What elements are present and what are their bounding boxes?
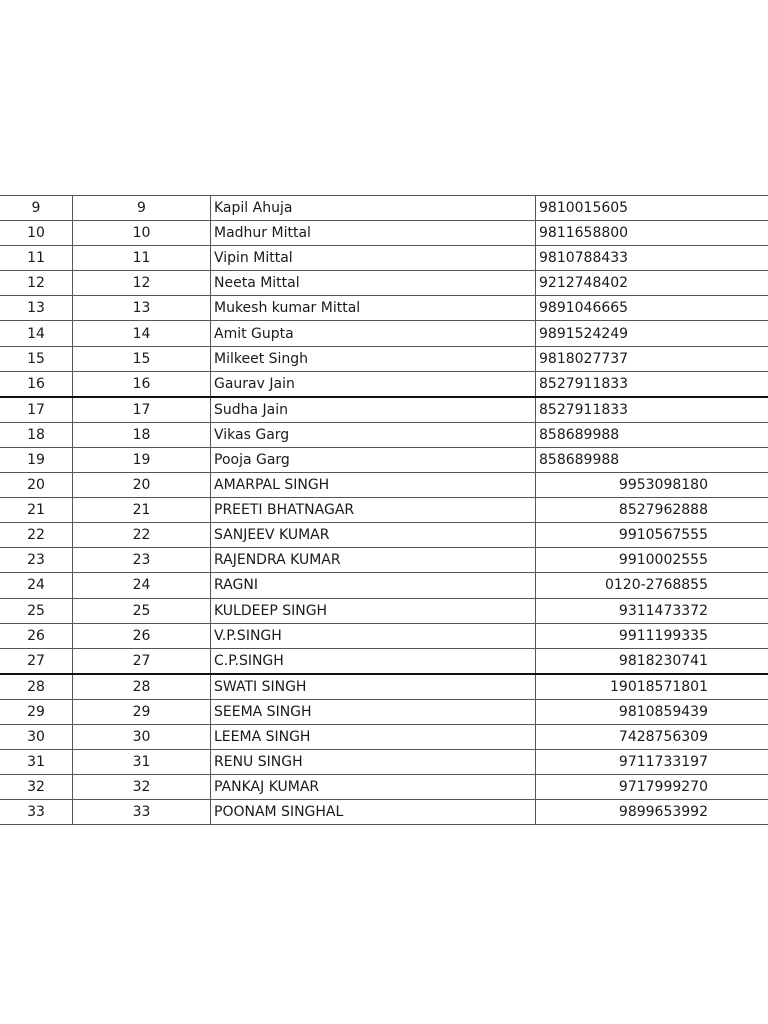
id-number-cell: 13 xyxy=(73,296,211,321)
serial-number-cell: 32 xyxy=(0,775,73,800)
serial-number-cell: 27 xyxy=(0,648,73,674)
phone-cell: 9899653992 xyxy=(536,800,768,825)
table-row xyxy=(0,271,768,296)
table-row xyxy=(0,623,768,648)
phone-cell: 858689988 xyxy=(536,422,768,447)
table-row xyxy=(0,422,768,447)
serial-number-cell: 23 xyxy=(0,548,73,573)
serial-number-cell: 28 xyxy=(0,674,73,700)
name-cell: POONAM SINGHAL xyxy=(211,800,536,825)
name-cell: RAJENDRA KUMAR xyxy=(211,548,536,573)
phone-cell: 9891046665 xyxy=(536,296,768,321)
name-cell: Sudha Jain xyxy=(211,397,536,423)
phone-cell: 7428756309 xyxy=(536,724,768,749)
id-number-cell: 17 xyxy=(73,397,211,423)
name-cell: C.P.SINGH xyxy=(211,648,536,674)
id-number-cell: 18 xyxy=(73,422,211,447)
name-cell: SWATI SINGH xyxy=(211,674,536,700)
id-number-cell: 32 xyxy=(73,775,211,800)
serial-number-cell: 12 xyxy=(0,271,73,296)
table-row xyxy=(0,573,768,598)
name-cell: KULDEEP SINGH xyxy=(211,598,536,623)
table-body xyxy=(0,196,768,825)
name-cell: PANKAJ KUMAR xyxy=(211,775,536,800)
serial-number-cell: 30 xyxy=(0,724,73,749)
id-number-cell: 16 xyxy=(73,371,211,397)
id-number-cell: 29 xyxy=(73,699,211,724)
table-row xyxy=(0,548,768,573)
serial-number-cell: 17 xyxy=(0,397,73,423)
table-row xyxy=(0,296,768,321)
table-row xyxy=(0,775,768,800)
phone-cell: 0120-2768855 xyxy=(536,573,768,598)
name-cell: SEEMA SINGH xyxy=(211,699,536,724)
name-cell: RAGNI xyxy=(211,573,536,598)
phone-cell: 9717999270 xyxy=(536,775,768,800)
id-number-cell: 28 xyxy=(73,674,211,700)
name-cell: SANJEEV KUMAR xyxy=(211,523,536,548)
serial-number-cell: 18 xyxy=(0,422,73,447)
phone-cell: 9810015605 xyxy=(536,196,768,221)
phone-cell: 9910567555 xyxy=(536,523,768,548)
serial-number-cell: 11 xyxy=(0,246,73,271)
id-number-cell: 26 xyxy=(73,623,211,648)
id-number-cell: 22 xyxy=(73,523,211,548)
table-row xyxy=(0,246,768,271)
table-row xyxy=(0,447,768,472)
phone-cell: 19018571801 xyxy=(536,674,768,700)
id-number-cell: 33 xyxy=(73,800,211,825)
name-cell: Pooja Garg xyxy=(211,447,536,472)
phone-cell: 9891524249 xyxy=(536,321,768,346)
id-number-cell: 12 xyxy=(73,271,211,296)
table-row xyxy=(0,371,768,397)
serial-number-cell: 29 xyxy=(0,699,73,724)
table-row xyxy=(0,346,768,371)
table-row xyxy=(0,473,768,498)
serial-number-cell: 24 xyxy=(0,573,73,598)
table-row xyxy=(0,498,768,523)
serial-number-cell: 21 xyxy=(0,498,73,523)
serial-number-cell: 20 xyxy=(0,473,73,498)
serial-number-cell: 13 xyxy=(0,296,73,321)
name-cell: Madhur Mittal xyxy=(211,221,536,246)
phone-cell: 9818027737 xyxy=(536,346,768,371)
serial-number-cell: 14 xyxy=(0,321,73,346)
name-cell: RENU SINGH xyxy=(211,750,536,775)
serial-number-cell: 26 xyxy=(0,623,73,648)
serial-number-cell: 9 xyxy=(0,196,73,221)
name-cell: Vikas Garg xyxy=(211,422,536,447)
serial-number-cell: 15 xyxy=(0,346,73,371)
table-row xyxy=(0,750,768,775)
phone-cell: 9711733197 xyxy=(536,750,768,775)
table-row xyxy=(0,724,768,749)
id-number-cell: 31 xyxy=(73,750,211,775)
phone-cell: 8527911833 xyxy=(536,371,768,397)
phone-cell: 9810859439 xyxy=(536,699,768,724)
phone-cell: 9911199335 xyxy=(536,623,768,648)
name-cell: Amit Gupta xyxy=(211,321,536,346)
id-number-cell: 24 xyxy=(73,573,211,598)
serial-number-cell: 31 xyxy=(0,750,73,775)
name-cell: AMARPAL SINGH xyxy=(211,473,536,498)
serial-number-cell: 22 xyxy=(0,523,73,548)
table-row xyxy=(0,523,768,548)
id-number-cell: 20 xyxy=(73,473,211,498)
table-row xyxy=(0,648,768,674)
table-row xyxy=(0,800,768,825)
table-row xyxy=(0,397,768,423)
table-row xyxy=(0,321,768,346)
name-cell: Vipin Mittal xyxy=(211,246,536,271)
phone-cell: 9311473372 xyxy=(536,598,768,623)
id-number-cell: 30 xyxy=(73,724,211,749)
serial-number-cell: 16 xyxy=(0,371,73,397)
id-number-cell: 14 xyxy=(73,321,211,346)
id-number-cell: 21 xyxy=(73,498,211,523)
phone-cell: 9212748402 xyxy=(536,271,768,296)
table-row xyxy=(0,221,768,246)
table-row xyxy=(0,598,768,623)
id-number-cell: 9 xyxy=(73,196,211,221)
phone-cell: 9953098180 xyxy=(536,473,768,498)
id-number-cell: 19 xyxy=(73,447,211,472)
id-number-cell: 25 xyxy=(73,598,211,623)
id-number-cell: 15 xyxy=(73,346,211,371)
phone-cell: 9811658800 xyxy=(536,221,768,246)
phone-cell: 9910002555 xyxy=(536,548,768,573)
table-row xyxy=(0,674,768,700)
name-cell: LEEMA SINGH xyxy=(211,724,536,749)
name-cell: Kapil Ahuja xyxy=(211,196,536,221)
name-cell: Mukesh kumar Mittal xyxy=(211,296,536,321)
table-row xyxy=(0,196,768,221)
phone-cell: 858689988 xyxy=(536,447,768,472)
name-cell: Milkeet Singh xyxy=(211,346,536,371)
id-number-cell: 11 xyxy=(73,246,211,271)
phone-cell: 9810788433 xyxy=(536,246,768,271)
serial-number-cell: 10 xyxy=(0,221,73,246)
name-cell: Neeta Mittal xyxy=(211,271,536,296)
serial-number-cell: 25 xyxy=(0,598,73,623)
contact-table xyxy=(0,195,768,825)
serial-number-cell: 19 xyxy=(0,447,73,472)
phone-cell: 8527911833 xyxy=(536,397,768,423)
name-cell: V.P.SINGH xyxy=(211,623,536,648)
id-number-cell: 23 xyxy=(73,548,211,573)
phone-cell: 8527962888 xyxy=(536,498,768,523)
phone-cell: 9818230741 xyxy=(536,648,768,674)
table-row xyxy=(0,699,768,724)
serial-number-cell: 33 xyxy=(0,800,73,825)
id-number-cell: 10 xyxy=(73,221,211,246)
name-cell: PREETI BHATNAGAR xyxy=(211,498,536,523)
name-cell: Gaurav Jain xyxy=(211,371,536,397)
id-number-cell: 27 xyxy=(73,648,211,674)
